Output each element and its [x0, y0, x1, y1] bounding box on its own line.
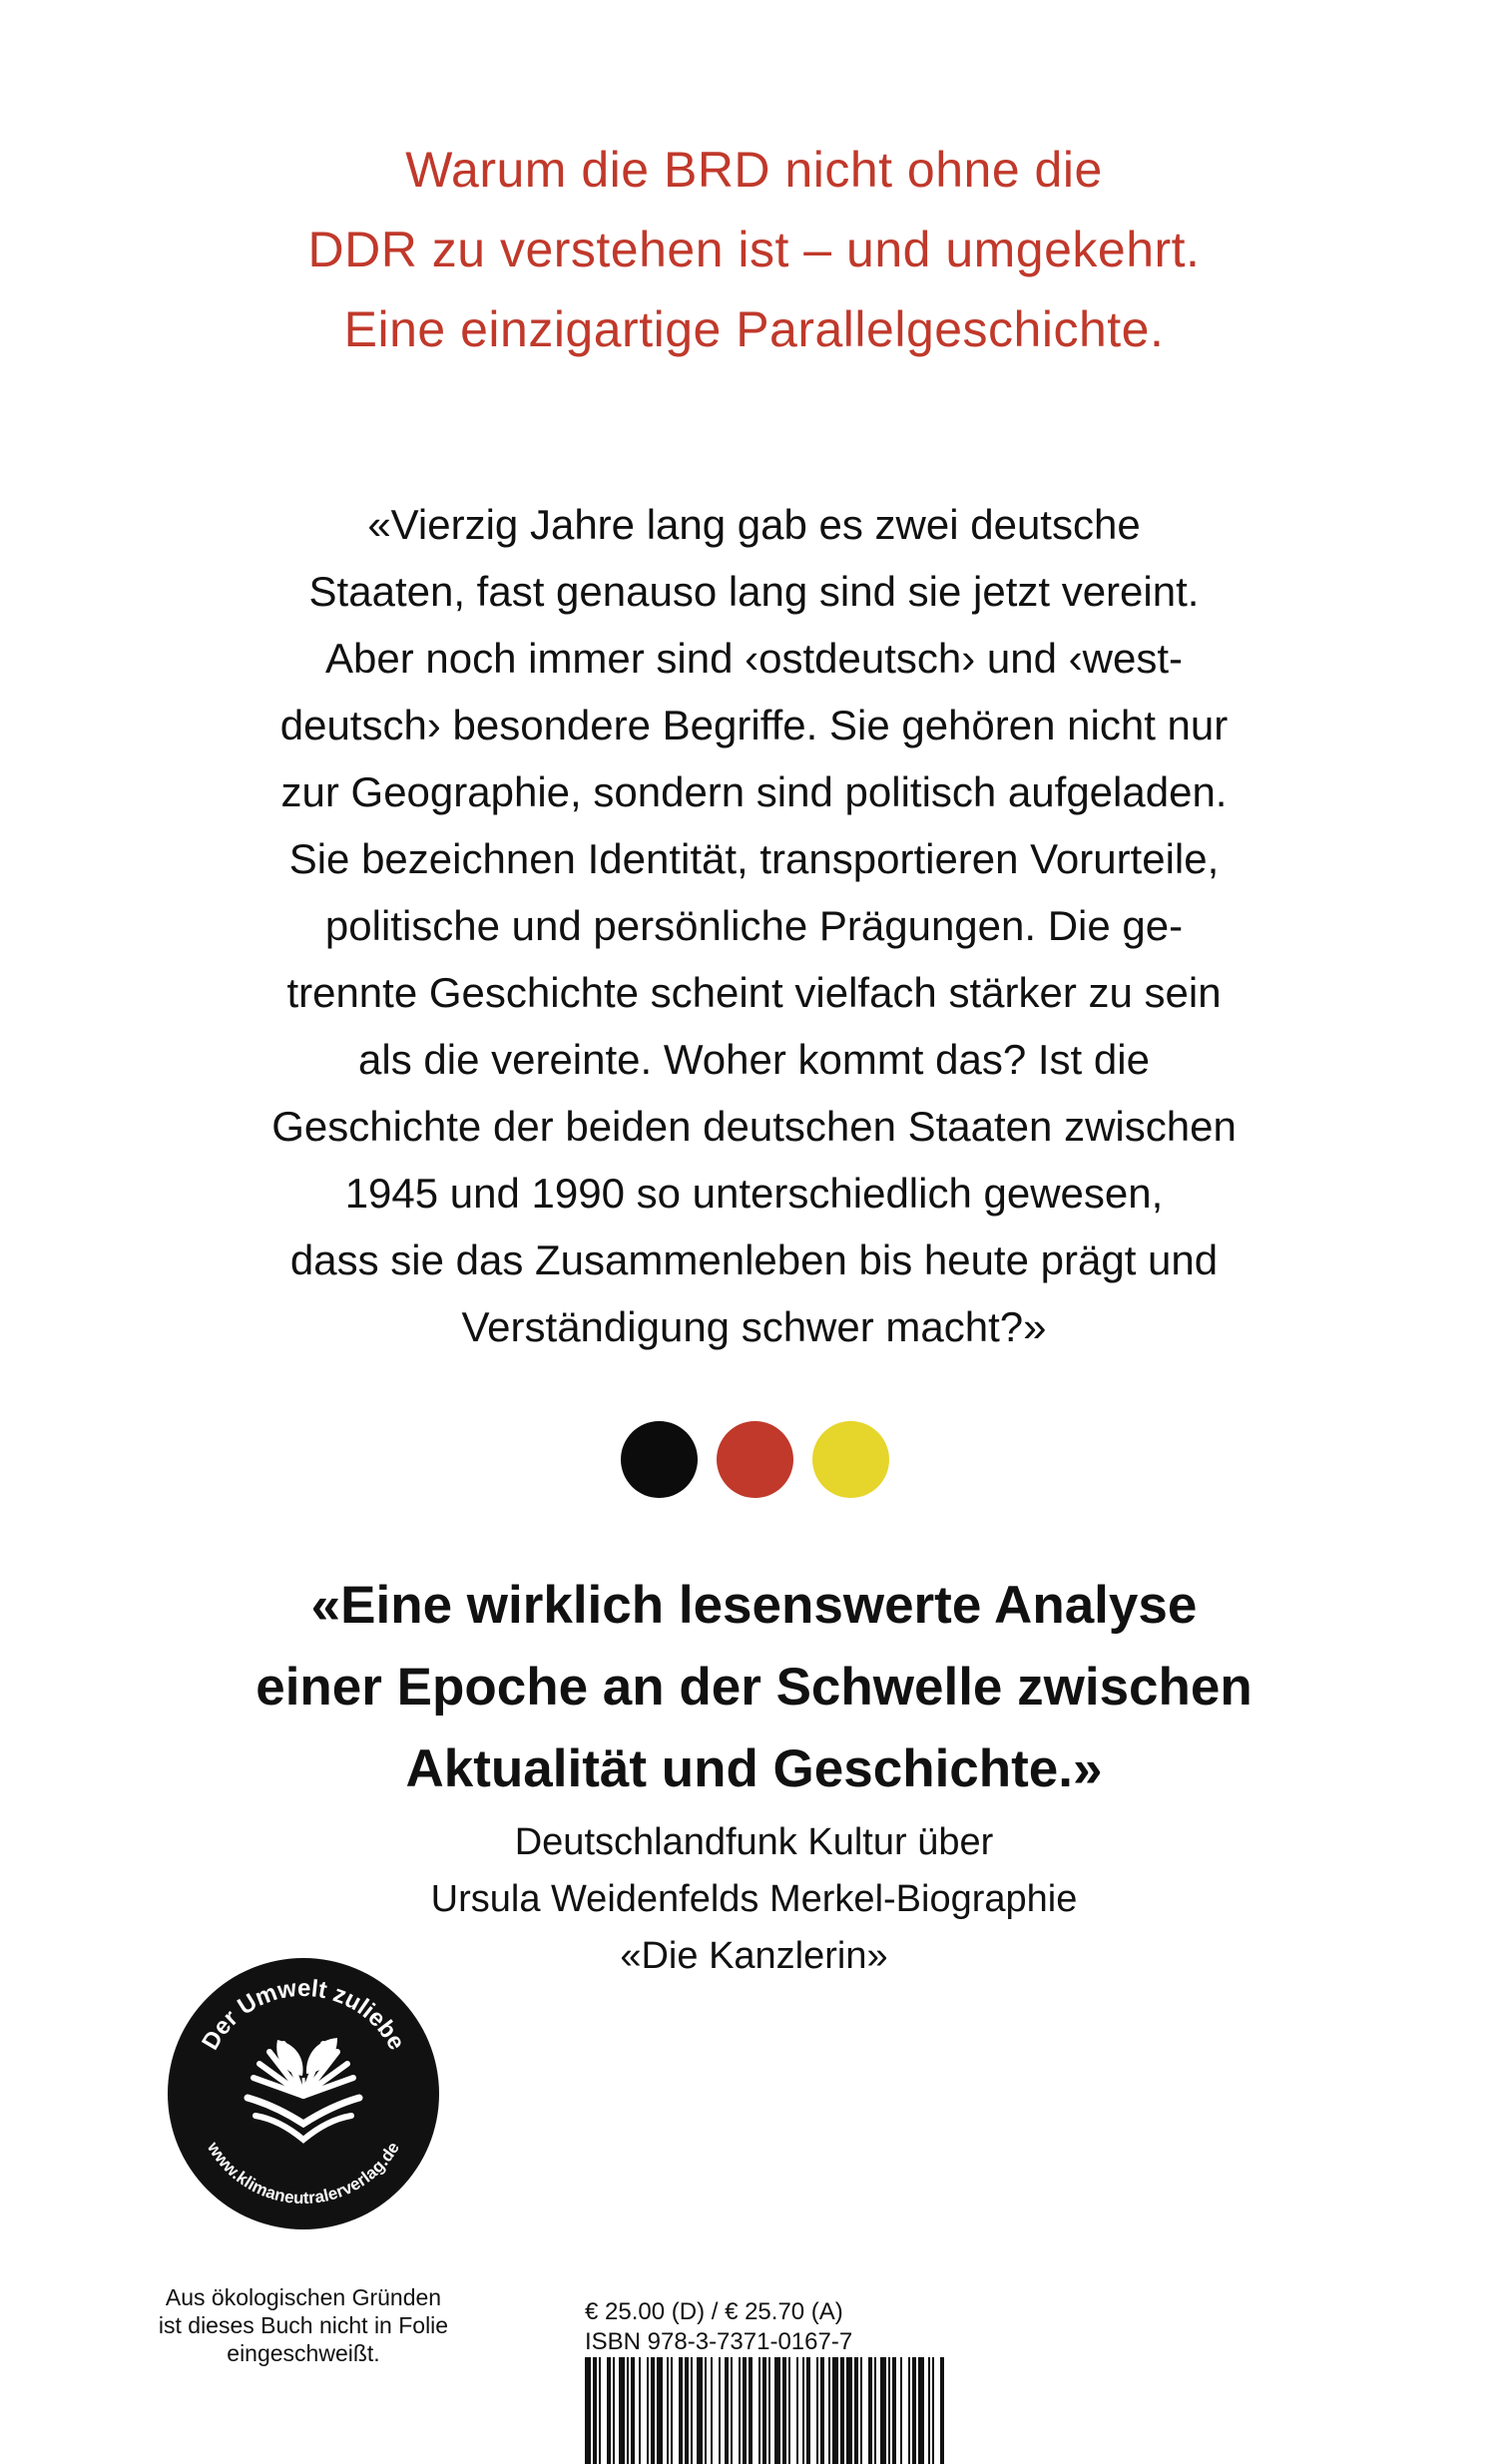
barcode-bar	[782, 2357, 786, 2464]
quote-line: Staaten, fast genauso lang sind sie jetzt vereint.	[308, 568, 1200, 615]
barcode-bar	[731, 2357, 733, 2464]
seal-top-text: Der Umwelt zuliebe	[197, 1974, 410, 2055]
praise-line: «Eine wirklich lesenswerte Analyse	[310, 1576, 1198, 1635]
barcode-bar	[918, 2357, 924, 2464]
barcode-bar	[840, 2357, 844, 2464]
barcode-bar	[667, 2357, 669, 2464]
barcode-bar	[802, 2357, 804, 2464]
barcode-bar	[619, 2357, 625, 2464]
barcode-bar	[607, 2357, 611, 2464]
seal-note	[116, 2283, 491, 2367]
barcode-bar	[697, 2357, 703, 2464]
source-line: «Die Kanzlerin»	[620, 1935, 888, 1977]
barcode-bar	[647, 2357, 649, 2464]
praise-line: Aktualität und Geschichte.»	[405, 1739, 1103, 1798]
quote-line: als die vereinte. Woher kommt das? Ist die	[358, 1036, 1150, 1083]
seal-note-line: eingeschweißt.	[227, 2340, 380, 2366]
red-dot	[717, 1421, 793, 1498]
barcode-bar	[657, 2357, 663, 2464]
barcode-bar	[880, 2357, 886, 2464]
barcode-bar	[828, 2357, 830, 2464]
barcode-bar	[892, 2357, 896, 2464]
barcode-bar	[788, 2357, 790, 2464]
barcode-bar	[768, 2357, 770, 2464]
headline-line-2: DDR zu verstehen ist – und umgekehrt.	[307, 222, 1201, 277]
barcode-bar	[613, 2357, 615, 2464]
barcode-bar	[796, 2357, 798, 2464]
barcode-bar	[932, 2357, 934, 2464]
source-line: Ursula Weidenfelds Merkel-Biographie	[430, 1878, 1078, 1920]
quote-line: trennte Geschichte scheint vielfach stärker zu sein	[286, 969, 1222, 1016]
barcode-bar	[860, 2357, 862, 2464]
barcode-bar	[711, 2357, 713, 2464]
quote-line: deutsch› besondere Begriffe. Sie gehören nicht nur	[279, 702, 1229, 748]
barcode-bar	[900, 2357, 902, 2464]
barcode-bar	[631, 2357, 635, 2464]
barcode-bar	[639, 2357, 641, 2464]
barcode-bar	[593, 2357, 597, 2464]
barcode-bar	[758, 2357, 760, 2464]
barcode-bar	[691, 2357, 693, 2464]
quote-line: 1945 und 1990 so unterschiedlich gewesen,	[344, 1170, 1164, 1217]
barcode-bar	[908, 2357, 910, 2464]
source-line: Deutschlandfunk Kultur über	[514, 1821, 994, 1863]
barcode-bar	[725, 2357, 729, 2464]
headline-line-1: Warum die BRD nicht ohne die	[405, 142, 1103, 198]
seal-note-line: ist dieses Buch nicht in Folie	[158, 2312, 449, 2338]
seal-note-line: Aus ökologischen Gründen	[165, 2284, 442, 2310]
barcode-bar	[806, 2357, 810, 2464]
price-line: € 25.00 (D) / € 25.70 (A)	[585, 2298, 843, 2325]
seal-bottom-text: www.klimaneutralerverlag.de	[204, 2139, 403, 2209]
barcode-bar	[846, 2357, 852, 2464]
barcode-bar	[820, 2357, 824, 2464]
barcode-bar	[749, 2357, 753, 2464]
flag-dots	[621, 1421, 889, 1498]
press-praise	[0, 1565, 1508, 1810]
barcode-bar	[719, 2357, 721, 2464]
barcode-bar	[774, 2357, 780, 2464]
barcode-bar	[685, 2357, 689, 2464]
isbn-line: ISBN 978-3-7371-0167-7	[585, 2328, 853, 2355]
barcode-bar	[651, 2357, 655, 2464]
barcode-bar	[888, 2357, 890, 2464]
quote-line: Verständigung schwer macht?»	[461, 1303, 1047, 1350]
barcode-bar	[671, 2357, 673, 2464]
quote-line: dass sie das Zusammenleben bis heute prägt und	[289, 1236, 1219, 1283]
barcode-bar	[627, 2357, 629, 2464]
barcode-bar	[599, 2357, 601, 2464]
barcode-bar	[868, 2357, 872, 2464]
barcode-bar	[816, 2357, 818, 2464]
barcode-bar	[854, 2357, 858, 2464]
quote-line: Aber noch immer sind ‹ostdeutsch› und ‹west-	[324, 635, 1183, 682]
barcode-bar	[762, 2357, 766, 2464]
price-block	[585, 2297, 852, 2357]
barcode-bar	[832, 2357, 838, 2464]
praise-line: einer Epoche an der Schwelle zwischen	[255, 1658, 1253, 1717]
barcode-bar	[705, 2357, 707, 2464]
barcode-bar	[874, 2357, 876, 2464]
gold-dot	[812, 1421, 889, 1498]
barcode-bar	[940, 2357, 944, 2464]
barcode	[585, 2357, 946, 2464]
quote-line: zur Geographie, sondern sind politisch aufgeladen.	[280, 768, 1228, 815]
quote-line: Sie bezeichnen Identität, transportieren Vorurteile,	[288, 835, 1220, 882]
headline-line-3: Eine einzigartige Parallelgeschichte.	[343, 301, 1165, 357]
cover-headline	[0, 130, 1508, 369]
quote-line: «Vierzig Jahre lang gab es zwei deutsche	[367, 501, 1141, 548]
climate-neutral-seal	[166, 1956, 441, 2231]
barcode-bar	[928, 2357, 930, 2464]
quote-line: Geschichte der beiden deutschen Staaten zwischen	[271, 1103, 1237, 1150]
barcode-bar	[679, 2357, 683, 2464]
quote-line: politische und persönliche Prägungen. Die ge-	[324, 902, 1184, 949]
barcode-bar	[585, 2357, 591, 2464]
barcode-bar	[743, 2357, 747, 2464]
black-dot	[621, 1421, 698, 1498]
blurb-quote	[0, 491, 1508, 1360]
barcode-bar	[739, 2357, 741, 2464]
barcode-bar	[912, 2357, 916, 2464]
